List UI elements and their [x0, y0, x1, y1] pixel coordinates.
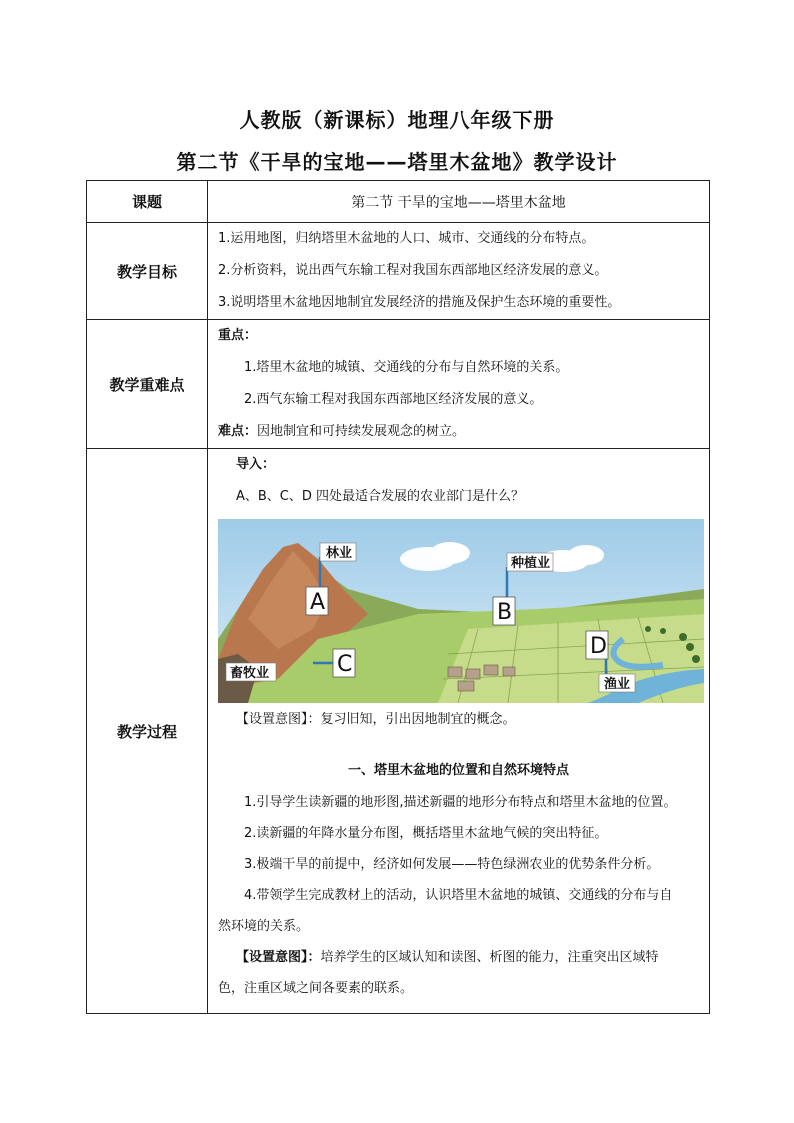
key-item: 1.塔里木盆地的城镇、交通线的分布与自然环境的关系。 [244, 360, 569, 375]
intent-1 [208, 703, 709, 735]
goal-item: 1.运用地图，归纳塔里木盆地的人口、城市、交通线的分布特点。 [218, 231, 595, 246]
document-subtitle: 第二节《干旱的宝地——塔里木盆地》教学设计 [176, 150, 618, 174]
section-1-item: 4.带领学生完成教材上的活动，认识塔里木盆地的城镇、交通线的分布与自 [244, 888, 673, 903]
section-1-title: 一、塔里木盆地的位置和自然环境特点 [347, 763, 569, 778]
letter-b: B [497, 600, 513, 625]
key-points-cell [208, 320, 710, 449]
label-fishery: 渔业 [604, 677, 631, 692]
label-planting: 种植业 [511, 556, 551, 571]
intent-2-cont: 色，注重区域之间各要素的联系。 [218, 981, 414, 996]
label-forestry: 林业 [326, 546, 353, 561]
intro-heading: 导入： [236, 457, 276, 472]
process-cell [208, 449, 710, 1014]
intent-2-label: 【设置意图】： [236, 950, 321, 965]
goal-item: 3.说明塔里木盆地因地制宜发展经济的措施及保护生态环境的重要性。 [218, 295, 621, 310]
section-1-item: 3.极端干旱的前提中，经济如何发展——特色绿洲农业的优势条件分析。 [244, 857, 660, 872]
agriculture-illustration [218, 519, 704, 703]
intent-1-label: 【设置意图】： [236, 712, 321, 727]
section-1-item-cont: 然环境的关系。 [218, 919, 310, 934]
goals-cell [208, 223, 710, 320]
key-heading: 重点： [218, 328, 258, 343]
letter-d: D [590, 634, 607, 659]
table-row-goals [87, 223, 710, 320]
intent-2-text: 培养学生的区域认知和读图、析图的能力，注重突出区域特 [320, 950, 659, 965]
table-row-process [87, 449, 710, 1014]
document-title: 人教版（新课标）地理八年级下册 [239, 108, 555, 132]
difficult-text: 因地制宜和可持续发展观念的树立。 [257, 424, 466, 439]
label-animal-husbandry: 畜牧业 [230, 666, 270, 681]
key-item: 2.西气东输工程对我国东西部地区经济发展的意义。 [244, 392, 543, 407]
goal-item: 2.分析资料，说出西气东输工程对我国东西部地区经济发展的意义。 [218, 263, 608, 278]
letter-a: A [310, 590, 326, 615]
intent-2 [208, 942, 709, 973]
section-1-item: 1.引导学生读新疆的地形图,描述新疆的地形分布特点和塔里木盆地的位置。 [244, 795, 677, 810]
label-goals: 教学目标 [87, 223, 208, 320]
landscape-picture [218, 519, 704, 703]
intro-question: A、B、C、D 四处最适合发展的农业部门是什么？ [236, 489, 525, 504]
label-key-points: 教学重难点 [87, 320, 208, 449]
table-row-topic [87, 181, 710, 223]
label-process: 教学过程 [87, 449, 208, 1014]
intent-1-text: 复习旧知，引出因地制宜的概念。 [320, 712, 516, 727]
topic-value: 第二节 干旱的宝地——塔里木盆地 [208, 181, 710, 223]
section-1-item: 2.读新疆的年降水量分布图，概括塔里木盆地气候的突出特征。 [244, 826, 608, 841]
letter-c: C [337, 652, 353, 677]
table-row-key-points [87, 320, 710, 449]
difficult-point [208, 416, 709, 448]
lesson-plan-table [86, 180, 710, 1014]
label-topic: 课题 [87, 181, 208, 223]
difficult-heading: 难点： [218, 424, 258, 439]
